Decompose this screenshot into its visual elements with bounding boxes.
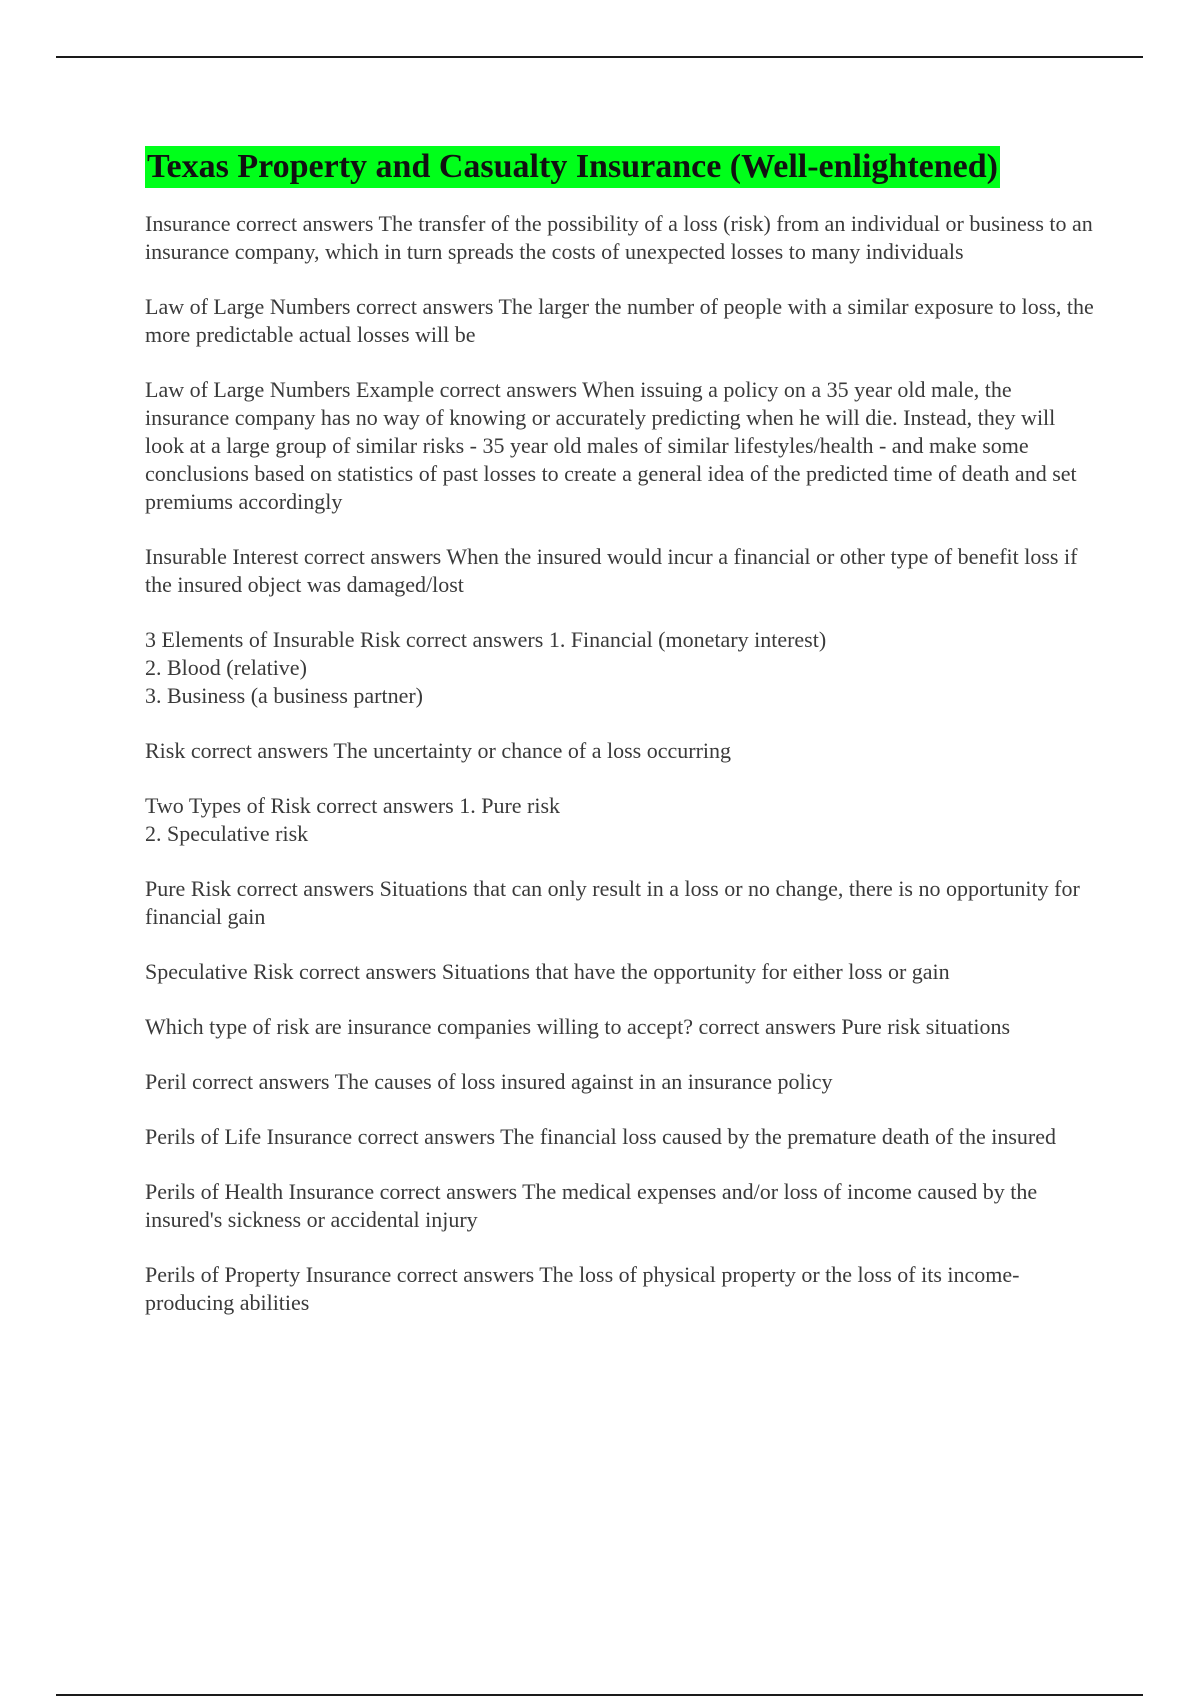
qa-entry: Risk correct answers The uncertainty or chance of a loss occurring (145, 738, 732, 763)
qa-entry: Pure Risk correct answers Situations that can only result in a loss or no change, there is no opportunity for financial gain (145, 876, 1080, 929)
bottom-rule (56, 1694, 1143, 1696)
qa-entry: Insurance correct answers The transfer of the possibility of a loss (risk) from an individual or business to an insurance company, which in turn spreads the costs of unexpected losses to many individuals (145, 211, 1093, 264)
qa-entry: Insurable Interest correct answers When the insured would incur a financial or other type of benefit loss if the insured object was damaged/lost (145, 544, 1078, 597)
document-title: Texas Property and Casualty Insurance (Well-enlightened) (145, 146, 1000, 188)
top-rule (56, 56, 1143, 58)
qa-entry: Speculative Risk correct answers Situations that have the opportunity for either loss or gain (145, 959, 950, 984)
qa-entry: 3 Elements of Insurable Risk correct answers 1. Financial (monetary interest) 2. Blood (relative) 3. Business (a business partner) (145, 627, 827, 708)
qa-entry: Two Types of Risk correct answers 1. Pure risk 2. Speculative risk (145, 793, 561, 846)
qa-list (145, 210, 1095, 1317)
qa-entry: Perils of Life Insurance correct answers The financial loss caused by the premature death of the insured (145, 1124, 1057, 1149)
document-body (145, 146, 1095, 1344)
qa-entry: Law of Large Numbers Example correct answers When issuing a policy on a 35 year old male, the insurance company has no way of knowing or accurately predicting when he will die. Instead, they will look at a large group of similar risks - 35 year old males of similar lifestyles/health - and make some conclusions based on statistics of past losses to create a general idea of the predicted time of death and set premiums accordingly (145, 377, 1077, 514)
qa-entry: Perils of Property Insurance correct answers The loss of physical property or the loss of its income-producing abilities (145, 1262, 1020, 1315)
qa-entry: Which type of risk are insurance companies willing to accept? correct answers Pure risk situations (145, 1014, 1011, 1039)
qa-entry: Law of Large Numbers correct answers The larger the number of people with a similar exposure to loss, the more predictable actual losses will be (145, 294, 1094, 347)
qa-entry: Perils of Health Insurance correct answers The medical expenses and/or loss of income caused by the insured's sickness or accidental injury (145, 1179, 1038, 1232)
qa-entry: Peril correct answers The causes of loss insured against in an insurance policy (145, 1069, 833, 1094)
